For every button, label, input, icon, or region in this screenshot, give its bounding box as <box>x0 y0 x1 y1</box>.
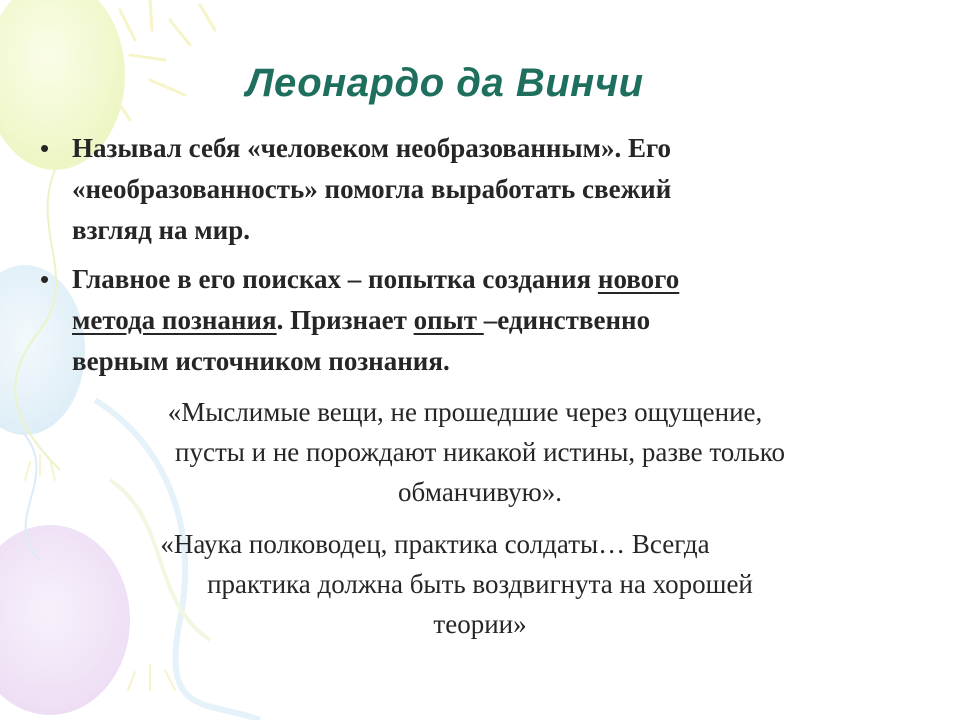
underlined-new: нового <box>597 264 680 294</box>
quote-1-line-2: пусты и не порождают никакой истины, разве только <box>175 437 785 467</box>
bullet-item-1 <box>72 128 872 251</box>
bullet-1-line-1: Называл себя «человеком необразованным». Его <box>72 133 672 163</box>
bullet-1-line-2: «необразованность» помогла выработать свежий <box>72 174 672 204</box>
bullet-marker: • <box>40 133 50 163</box>
bullet-1-line-3: взгляд на мир. <box>72 215 251 245</box>
bullet-2-text-a: Главное в его поисках – попытка создания <box>72 264 598 294</box>
quote-2-line-3: теории» <box>433 609 527 639</box>
sun-rays <box>110 0 215 120</box>
quote-1-line-3: обманчивую». <box>397 477 563 507</box>
bullet-item-2 <box>72 259 872 382</box>
quote-2-line-2: практика должна быть воздвигнута на хорошей <box>207 569 753 599</box>
underlined-method: метода познания <box>72 305 277 335</box>
bullet-2-text-c: –единственно <box>483 305 651 335</box>
quote-1 <box>60 392 900 512</box>
underlined-experience: опыт <box>413 305 484 335</box>
quote-2-line-1: «Наука полководец, практика солдаты… Всегда <box>160 529 710 559</box>
quote-2 <box>80 524 880 644</box>
bullet-2-text-b: . Признает <box>276 305 414 335</box>
bullet-2-line-3: верным источником познания. <box>72 346 450 376</box>
slide-title: Леонардо да Винчи <box>246 61 644 105</box>
quote-1-line-1: «Мыслимые вещи, не прошедшие через ощущение, <box>167 397 763 427</box>
bullet-marker: • <box>40 264 50 294</box>
